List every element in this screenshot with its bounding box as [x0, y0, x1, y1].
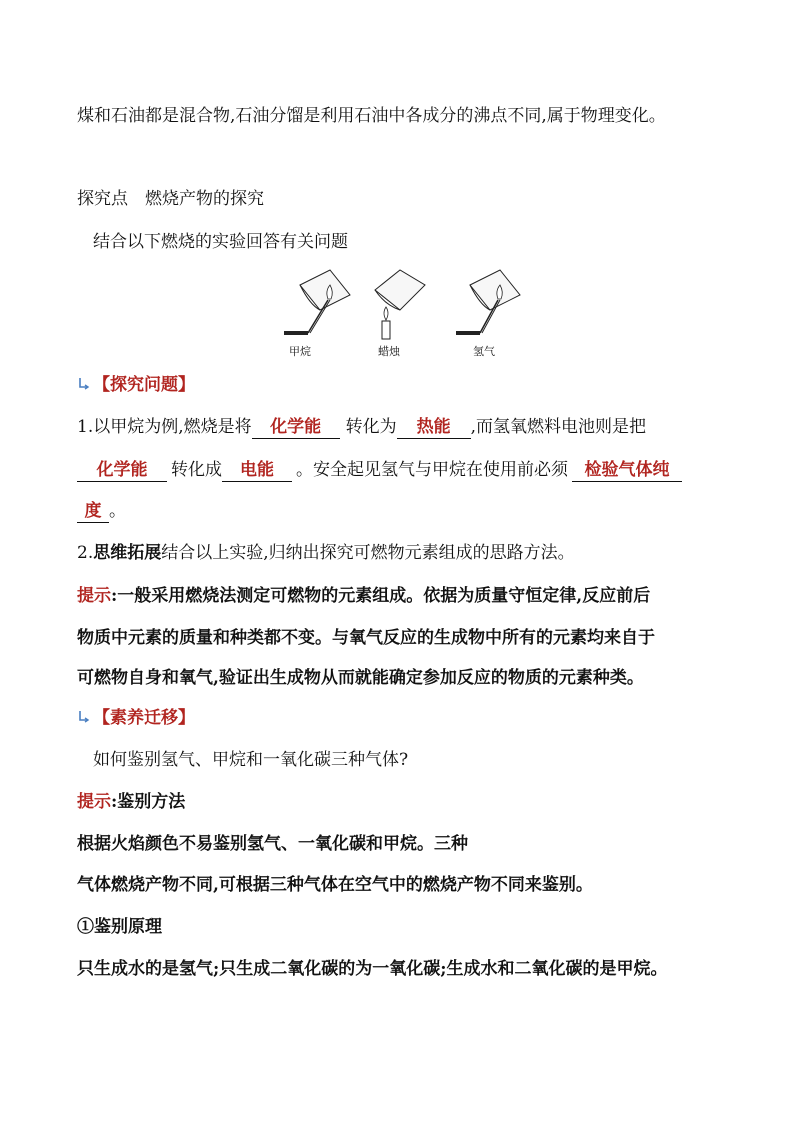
section-title-inquiry: 【探究问题】 [93, 375, 195, 395]
q2-bold-label: 思维拓展 [93, 543, 162, 563]
hint-2-line-3: ①鉴别原理 [77, 917, 162, 937]
transfer-question: 如何鉴别氢气、甲烷和一氧化碳三种气体? [93, 750, 409, 770]
q2-number: 2. [77, 543, 94, 563]
answer-blank-5: 检验气体纯 [572, 459, 682, 482]
hint-2-line-2: 气体燃烧产物不同,可根据三种气体在空气中的燃烧产物不同来鉴别。 [77, 875, 593, 895]
hint-1-label: 提示 [77, 586, 111, 606]
answer-blank-3: 化学能 [77, 459, 167, 482]
topic-heading: 探究点 燃烧产物的探究 [77, 189, 264, 209]
figure-label-methane: 甲烷 [289, 345, 311, 358]
figure-label-hydrogen: 氢气 [473, 345, 495, 358]
hint-2-line-4: 只生成水的是氢气;只生成二氧化碳的为一氧化碳;生成水和二氧化碳的是甲烷。 [77, 959, 668, 979]
paragraph-1: 煤和石油都是混合物,石油分馏是利用石油中各成分的沸点不同,属于物理变化。 [77, 106, 666, 126]
question-1-line-1 [77, 415, 646, 439]
answer-blank-1: 化学能 [252, 416, 340, 439]
hint-1-text-1: :一般采用燃烧法测定可燃物的元素组成。依据为质量守恒定律,反应前后 [111, 586, 651, 606]
q1-prefix: 1.以甲烷为例,燃烧是将 [77, 417, 252, 437]
hint-2-label: 提示 [77, 792, 111, 812]
intro-text: 结合以下燃烧的实验回答有关问题 [93, 232, 348, 252]
answer-blank-2: 热能 [397, 416, 471, 439]
question-1-line-3 [77, 499, 126, 523]
q1-mid-3: 转化成 [171, 460, 222, 480]
answer-blank-4: 电能 [222, 459, 292, 482]
hint-2-heading [77, 790, 185, 814]
hint-1-line-1 [77, 584, 650, 608]
q1-mid-2: ,而氢氧燃料电池则是把 [470, 417, 647, 437]
hint-1-line-3: 可燃物自身和氧气,验证出生成物从而就能确定参加反应的物质的元素种类。 [77, 668, 644, 688]
candle-apparatus [375, 270, 425, 339]
question-2 [77, 541, 575, 565]
answer-blank-5-continued: 度 [77, 500, 109, 523]
q1-end: 。 [109, 501, 126, 521]
section-heading-transfer [77, 706, 195, 730]
section-heading-inquiry [77, 373, 195, 397]
section-marker-icon [77, 377, 91, 391]
question-1-line-2 [77, 458, 682, 482]
q1-mid-1: 转化为 [345, 417, 397, 437]
hint-2-text: :鉴别方法 [111, 792, 186, 812]
q1-mid-4: 。安全起见氢气与甲烷在使用前必须 [296, 460, 568, 480]
hydrogen-apparatus [456, 270, 520, 333]
methane-apparatus [284, 270, 350, 333]
q2-text: 结合以上实验,归纳出探究可燃物元素组成的思路方法。 [161, 543, 575, 563]
section-marker-icon [77, 710, 91, 724]
hint-1-line-2: 物质中元素的质量和种类都不变。与氧气反应的生成物中所有的元素均来自于 [77, 628, 655, 648]
section-title-transfer: 【素养迁移】 [93, 708, 195, 728]
hint-2-line-1: 根据火焰颜色不易鉴别氢气、一氧化碳和甲烷。三种 [77, 834, 468, 854]
figure-label-candle: 蜡烛 [378, 345, 400, 358]
